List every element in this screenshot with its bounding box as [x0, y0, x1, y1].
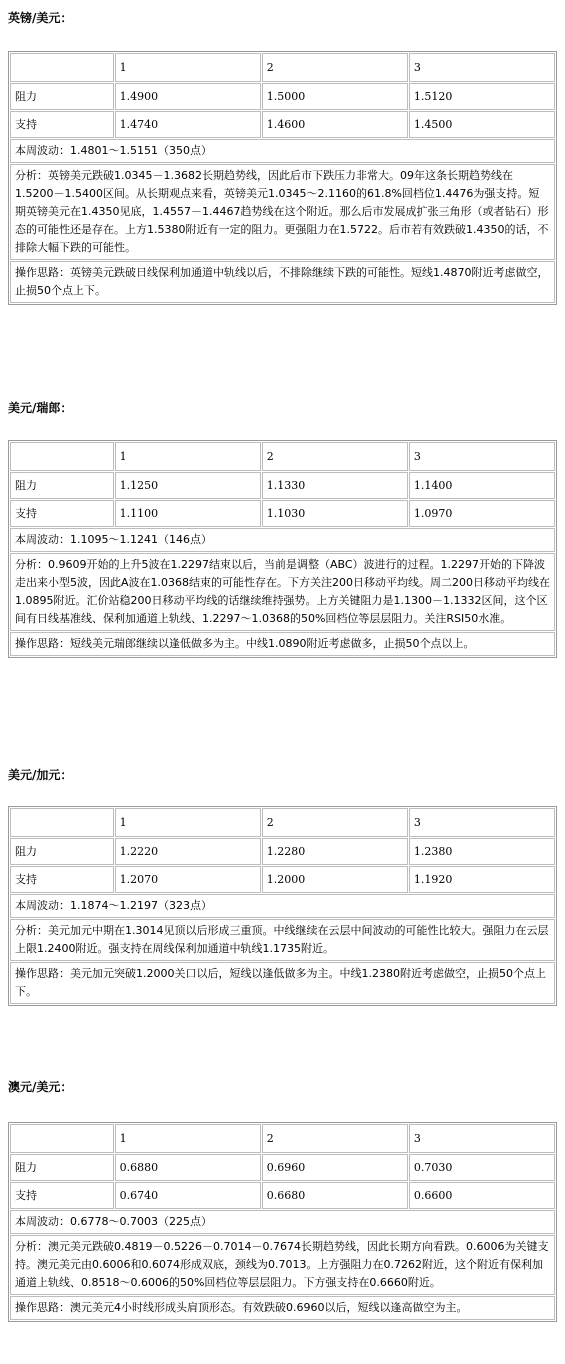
header-cell: 3 — [409, 1124, 555, 1153]
table-row-range — [10, 1210, 555, 1234]
analysis-text: 分析：美元加元中期在1.3014见顶以后形成三重顶。中线继续在云层中间波动的可能性比较大。强阻力在云层上限1.2400附近。强支持在周线保利加通道中轨线1.1735附近。 — [10, 919, 555, 961]
table-row-support — [10, 866, 555, 893]
weekly-range: 本周波动：1.4801～1.5151（350点） — [10, 139, 555, 163]
value-cell: 1.4600 — [262, 111, 408, 138]
table-header-row — [10, 53, 555, 82]
row-label: 支持 — [10, 866, 114, 893]
value-cell: 0.7030 — [409, 1154, 555, 1181]
value-cell: 1.5120 — [409, 83, 555, 110]
header-cell: 3 — [409, 53, 555, 82]
levels-table — [8, 1122, 557, 1322]
table-row-range — [10, 139, 555, 163]
section-title: 美元/加元： — [8, 768, 73, 782]
table-header-row — [10, 1124, 555, 1153]
levels-table — [8, 51, 557, 305]
strategy-text: 操作思路：美元加元突破1.2000关口以后，短线以逢低做多为主。中线1.2380附近考虑做空，止损50个点上下。 — [10, 962, 555, 1004]
table-row-range — [10, 528, 555, 552]
value-cell: 0.6880 — [115, 1154, 261, 1181]
table-row-resistance — [10, 472, 555, 499]
row-label: 阻力 — [10, 1154, 114, 1181]
analysis-text: 分析：0.9609开始的上升5波在1.2297结束以后，当前是调整（ABC）波进行的过程。1.2297开始的下降波走出来小型5波，因此A波在1.0368结束的可能性存在。下方关注200日移动平均线。周二200日移动平均线在1.0895附近。汇价站稳200日移动平均线的话继续维持强势。上方关键阻力是1.1300－1.1332区间，这个区间有日线基准线、保利加通道上轨线、1.2297～1.0368的50%回档位等层层阻力。关注RSI50水准。 — [10, 553, 555, 631]
table-row-support — [10, 500, 555, 527]
table-header-row — [10, 442, 555, 471]
table-row-analysis — [10, 553, 555, 631]
table-row-resistance — [10, 838, 555, 865]
header-cell — [10, 442, 114, 471]
value-cell: 1.4900 — [115, 83, 261, 110]
value-cell: 0.6600 — [409, 1182, 555, 1209]
value-cell: 1.4500 — [409, 111, 555, 138]
row-label: 阻力 — [10, 472, 114, 499]
levels-table — [8, 806, 557, 1006]
value-cell: 1.1250 — [115, 472, 261, 499]
section-title: 英镑/美元： — [8, 11, 73, 25]
value-cell: 1.0970 — [409, 500, 555, 527]
header-cell: 1 — [115, 808, 261, 837]
value-cell: 0.6740 — [115, 1182, 261, 1209]
value-cell: 1.4740 — [115, 111, 261, 138]
value-cell: 0.6960 — [262, 1154, 408, 1181]
table-row-support — [10, 1182, 555, 1209]
value-cell: 1.2220 — [115, 838, 261, 865]
strategy-text: 操作思路：澳元美元4小时线形成头肩顶形态。有效跌破0.6960以后，短线以逢高做空为主。 — [10, 1296, 555, 1320]
header-cell: 3 — [409, 808, 555, 837]
value-cell: 1.1030 — [262, 500, 408, 527]
row-label: 支持 — [10, 500, 114, 527]
header-cell: 1 — [115, 1124, 261, 1153]
table-row-resistance — [10, 83, 555, 110]
table-row-analysis — [10, 164, 555, 260]
value-cell: 0.6680 — [262, 1182, 408, 1209]
weekly-range: 本周波动：0.6778～0.7003（225点） — [10, 1210, 555, 1234]
row-label: 阻力 — [10, 83, 114, 110]
header-cell: 1 — [115, 53, 261, 82]
weekly-range: 本周波动：1.1874～1.2197（323点） — [10, 894, 555, 918]
header-cell: 2 — [262, 1124, 408, 1153]
header-cell: 3 — [409, 442, 555, 471]
header-cell — [10, 1124, 114, 1153]
table-header-row — [10, 808, 555, 837]
table-row-strategy — [10, 1296, 555, 1320]
value-cell: 1.2000 — [262, 866, 408, 893]
table-row-strategy — [10, 632, 555, 656]
table-row-analysis — [10, 919, 555, 961]
header-cell — [10, 808, 114, 837]
value-cell: 1.2380 — [409, 838, 555, 865]
value-cell: 1.1100 — [115, 500, 261, 527]
row-label: 支持 — [10, 1182, 114, 1209]
value-cell: 1.1400 — [409, 472, 555, 499]
header-cell: 1 — [115, 442, 261, 471]
table-row-strategy — [10, 261, 555, 303]
row-label: 支持 — [10, 111, 114, 138]
table-row-support — [10, 111, 555, 138]
header-cell: 2 — [262, 808, 408, 837]
value-cell: 1.5000 — [262, 83, 408, 110]
table-row-analysis — [10, 1235, 555, 1295]
value-cell: 1.2070 — [115, 866, 261, 893]
section-title: 美元/瑞郎： — [8, 401, 73, 415]
analysis-text: 分析：澳元美元跌破0.4819－0.5226－0.7014－0.7674长期趋势线，因此长期方向看跌。0.6006为关键支持。澳元美元由0.6006和0.6074形成双底，颈线为0.7013。上方强阻力在0.7262附近，这个附近有保利加通道上轨线、0.8518～0.6006的50%回档位等层层阻力。下方强支持在0.6660附近。 — [10, 1235, 555, 1295]
table-row-range — [10, 894, 555, 918]
value-cell: 1.1920 — [409, 866, 555, 893]
value-cell: 1.2280 — [262, 838, 408, 865]
strategy-text: 操作思路：英镑美元跌破日线保利加通道中轨线以后，不排除继续下跌的可能性。短线1.4870附近考虑做空，止损50个点上下。 — [10, 261, 555, 303]
strategy-text: 操作思路：短线美元瑞郎继续以逢低做多为主。中线1.0890附近考虑做多，止损50个点以上。 — [10, 632, 555, 656]
header-cell — [10, 53, 114, 82]
header-cell: 2 — [262, 53, 408, 82]
header-cell: 2 — [262, 442, 408, 471]
levels-table — [8, 440, 557, 658]
weekly-range: 本周波动：1.1095～1.1241（146点） — [10, 528, 555, 552]
analysis-text: 分析：英镑美元跌破1.0345－1.3682长期趋势线，因此后市下跌压力非常大。09年这条长期趋势线在1.5200－1.5400区间。从长期观点来看，英镑美元1.0345～2.1160的61.8%回档位1.4476为强支持。短期英镑美元在1.4350见底，1.4557－1.4467趋势线在这个附近。那么后市发展成扩张三角形（或者钻石）形态的可能性还是存在。上方1.5380附近有一定的阻力。更强阻力在1.5722。后市若有效跌破1.4350的话，不排除大幅下跌的可能性。 — [10, 164, 555, 260]
row-label: 阻力 — [10, 838, 114, 865]
section-title: 澳元/美元： — [8, 1080, 73, 1094]
value-cell: 1.1330 — [262, 472, 408, 499]
table-row-resistance — [10, 1154, 555, 1181]
table-row-strategy — [10, 962, 555, 1004]
